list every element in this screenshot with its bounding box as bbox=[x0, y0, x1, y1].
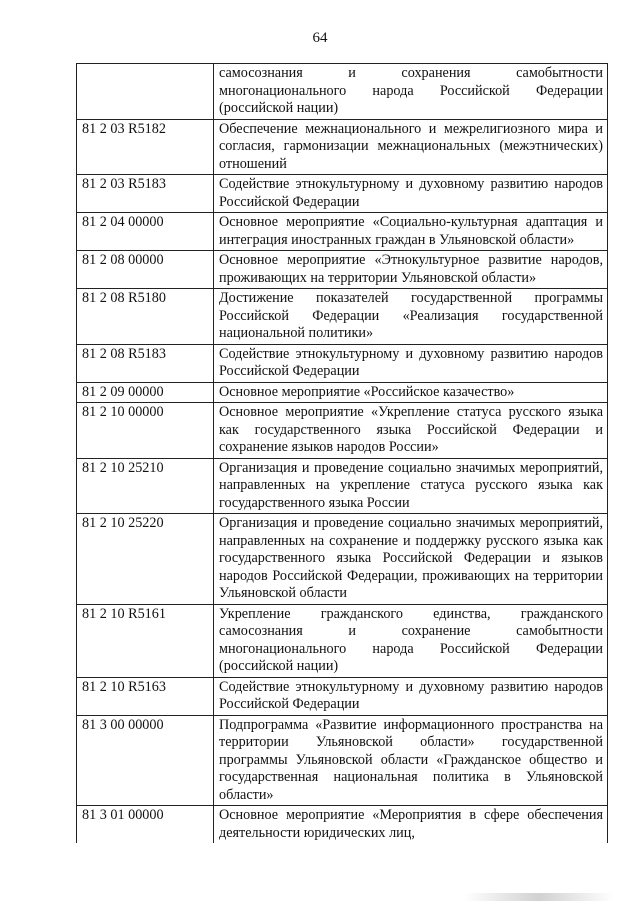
row-description: самосознания и сохранения самобытности многонационального народа Российской Федерации (российской нации) bbox=[214, 64, 608, 120]
row-code: 81 2 08 R5183 bbox=[77, 344, 214, 382]
row-description: Организация и проведение социально значимых мероприятий, направленных на сохранение и поддержку русского языка как государственного языка Российской Федерации и языков народов Российской Федерации, проживающих на территории Ульяновской области bbox=[214, 514, 608, 605]
table-row bbox=[77, 251, 608, 289]
page-number: 64 bbox=[312, 30, 328, 46]
scan-artifact bbox=[464, 893, 614, 901]
table-row bbox=[77, 213, 608, 251]
table-row bbox=[77, 175, 608, 213]
table-row bbox=[77, 64, 608, 120]
row-code: 81 2 10 25220 bbox=[77, 514, 214, 605]
row-code: 81 2 03 R5183 bbox=[77, 175, 214, 213]
row-code: 81 2 08 00000 bbox=[77, 251, 214, 289]
table-row bbox=[77, 677, 608, 715]
row-code bbox=[77, 64, 214, 120]
row-description: Организация и проведение социально значимых мероприятий, направленных на укрепление статуса русского языка как государственного языка России bbox=[214, 458, 608, 514]
table-row bbox=[77, 289, 608, 345]
table-row bbox=[77, 119, 608, 175]
table-row bbox=[77, 403, 608, 459]
table-row bbox=[77, 715, 608, 806]
row-description: Содействие этнокультурному и духовному развитию народов Российской Федерации bbox=[214, 677, 608, 715]
row-description: Содействие этнокультурному и духовному развитию народов Российской Федерации bbox=[214, 175, 608, 213]
row-description: Подпрограмма «Развитие информационного пространства на территории Ульяновской области» государственной программы Ульяновской области «Гражданское общество и государственная национальная политика в Ульяновской области» bbox=[214, 715, 608, 806]
table-row bbox=[77, 514, 608, 605]
row-description: Обеспечение межнационального и межрелигиозного мира и согласия, гармонизации межнациональных (межэтнических) отношений bbox=[214, 119, 608, 175]
row-description: Основное мероприятие «Этнокультурное развитие народов, проживающих на территории Ульяновской области» bbox=[214, 251, 608, 289]
table-row bbox=[77, 806, 608, 844]
row-code: 81 2 10 25210 bbox=[77, 458, 214, 514]
row-code: 81 3 00 00000 bbox=[77, 715, 214, 806]
row-code: 81 2 10 00000 bbox=[77, 403, 214, 459]
table-row bbox=[77, 382, 608, 403]
row-code: 81 2 10 R5163 bbox=[77, 677, 214, 715]
row-description: Укрепление гражданского единства, гражданского самосознания и сохранение самобытности многонационального народа Российской Федерации (российской нации) bbox=[214, 604, 608, 677]
row-description: Основное мероприятие «Укрепление статуса русского языка как государственного языка Российской Федерации и сохранение языков народов России» bbox=[214, 403, 608, 459]
row-description: Основное мероприятие «Социально-культурная адаптация и интеграция иностранных граждан в Ульяновской области» bbox=[214, 213, 608, 251]
table-row bbox=[77, 458, 608, 514]
row-code: 81 2 09 00000 bbox=[77, 382, 214, 403]
row-description: Основное мероприятие «Мероприятия в сфере обеспечения деятельности юридических лиц, bbox=[214, 806, 608, 844]
row-code: 81 2 10 R5161 bbox=[77, 604, 214, 677]
row-description: Содействие этнокультурному и духовному развитию народов Российской Федерации bbox=[214, 344, 608, 382]
row-code: 81 2 04 00000 bbox=[77, 213, 214, 251]
row-code: 81 2 08 R5180 bbox=[77, 289, 214, 345]
row-code: 81 3 01 00000 bbox=[77, 806, 214, 844]
budget-codes-table bbox=[76, 63, 608, 843]
row-description: Основное мероприятие «Российское казачество» bbox=[214, 382, 608, 403]
row-code: 81 2 03 R5182 bbox=[77, 119, 214, 175]
table-row bbox=[77, 604, 608, 677]
row-description: Достижение показателей государственной программы Российской Федерации «Реализация государственной национальной политики» bbox=[214, 289, 608, 345]
table-row bbox=[77, 344, 608, 382]
